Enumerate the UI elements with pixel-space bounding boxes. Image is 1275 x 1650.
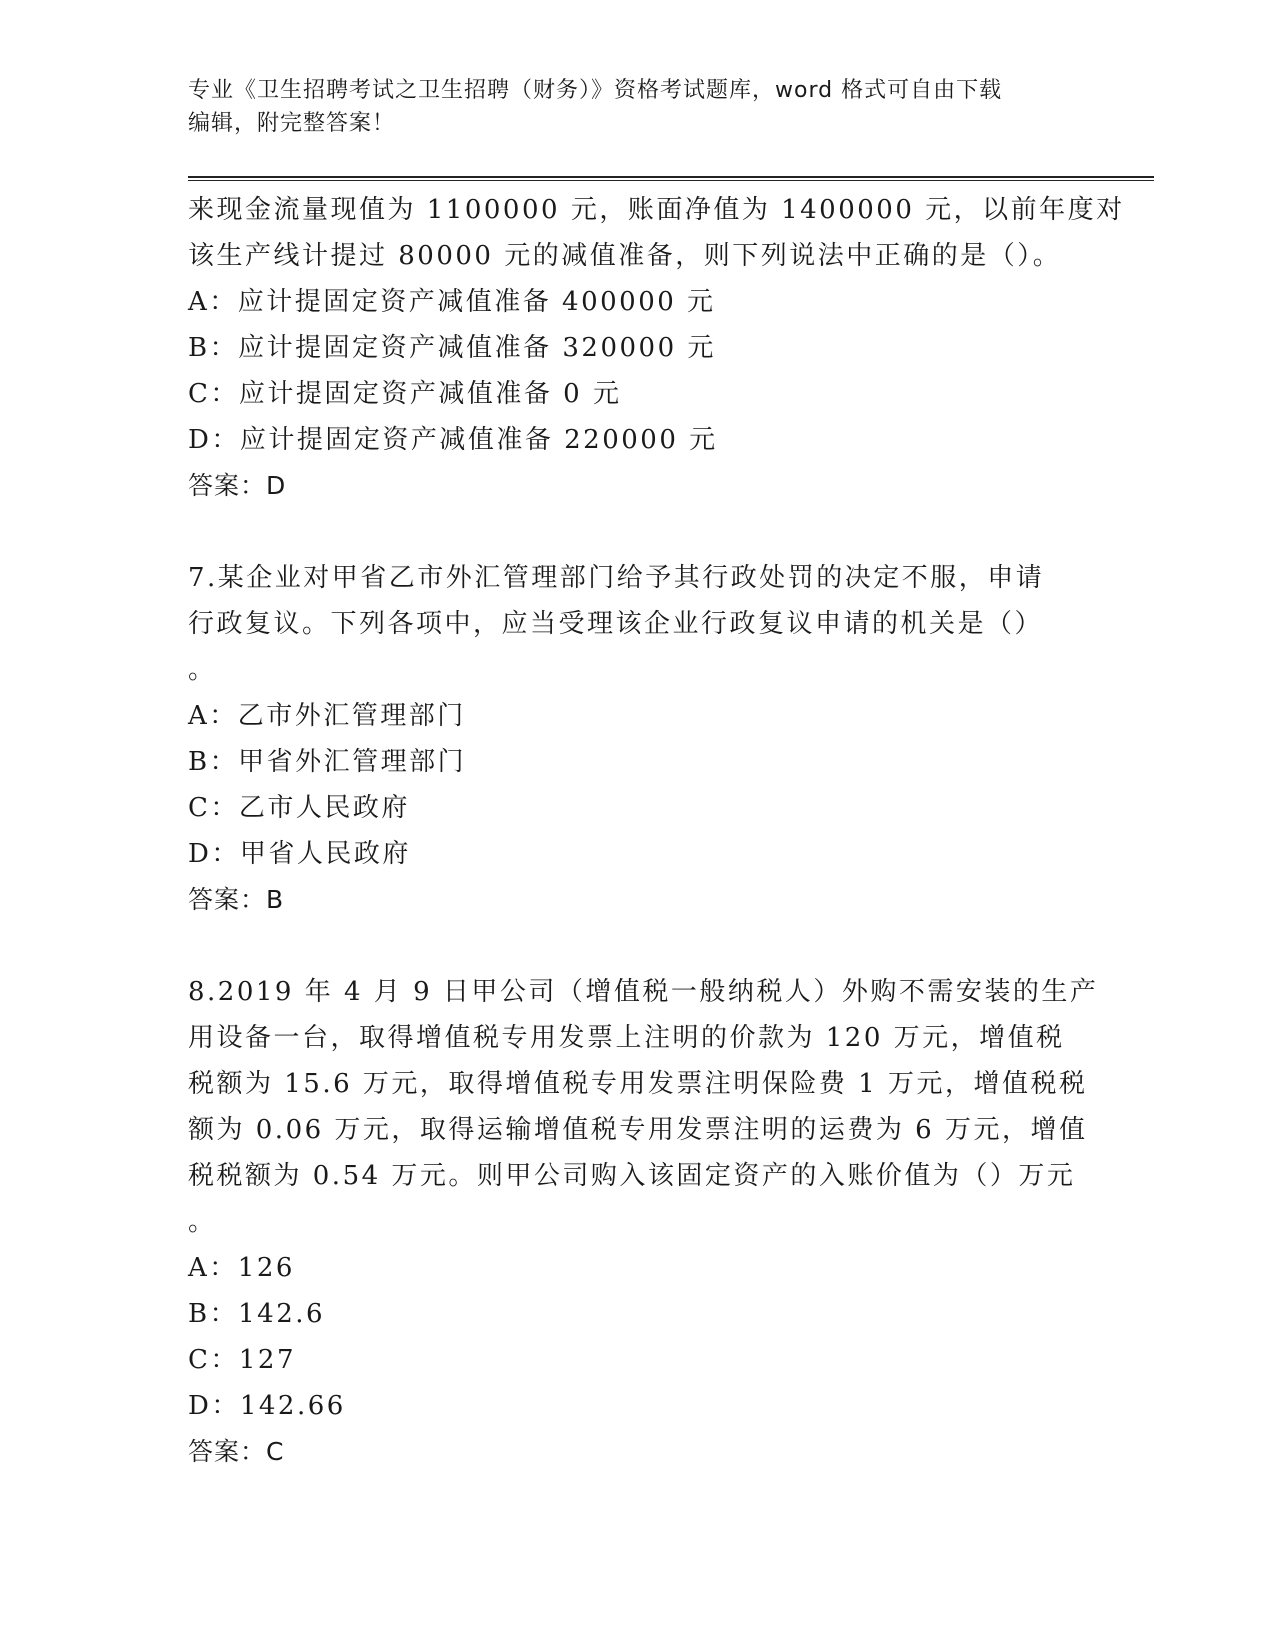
question-stem-line: 额为 0.06 万元，取得运输增值税专用发票注明的运费为 6 万元，增值 xyxy=(188,1115,1088,1145)
question-stem-line: 8.2019 年 4 月 9 日甲公司（增值税一般纳税人）外购不需安装的生产 xyxy=(188,977,1099,1007)
option-c: C：乙市人民政府 xyxy=(188,793,410,823)
option-b: B：甲省外汇管理部门 xyxy=(188,747,467,777)
option-a: A：126 xyxy=(188,1253,295,1283)
question-stem-line: 该生产线计提过 80000 元的减值准备，则下列说法中正确的是（）。 xyxy=(188,241,1062,271)
option-b: B：应计提固定资产减值准备 320000 元 xyxy=(188,333,716,363)
header-line-1: 专业《卫生招聘考试之卫生招聘（财务）》资格考试题库，word 格式可自由下载 xyxy=(188,78,1003,103)
question-stem-line: 用设备一台，取得增值税专用发票上注明的价款为 120 万元，增值税 xyxy=(188,1023,1065,1053)
question-stem-line: 7.某企业对甲省乙市外汇管理部门给予其行政处罚的决定不服，申请 xyxy=(188,563,1045,593)
option-b: B：142.6 xyxy=(188,1299,326,1329)
option-a: A：应计提固定资产减值准备 400000 元 xyxy=(188,287,716,317)
question-spacer xyxy=(188,923,1068,969)
option-d: D：应计提固定资产减值准备 220000 元 xyxy=(188,425,718,455)
option-d: D：甲省人民政府 xyxy=(188,839,411,869)
question-content xyxy=(188,187,1125,1475)
question-stem-line: 税税额为 0.54 万元。则甲公司购入该固定资产的入账价值为（）万元 xyxy=(188,1161,1076,1191)
question-stem-line: 。 xyxy=(188,655,217,685)
document-header xyxy=(188,74,1088,140)
question-6 xyxy=(188,187,1125,509)
option-c: C：应计提固定资产减值准备 0 元 xyxy=(188,379,622,409)
option-a: A：乙市外汇管理部门 xyxy=(188,701,466,731)
question-stem-line: 。 xyxy=(188,1207,217,1237)
question-stem-line: 税额为 15.6 万元，取得增值税专用发票注明保险费 1 万元，增值税税 xyxy=(188,1069,1088,1099)
option-d: D：142.66 xyxy=(188,1391,346,1421)
header-line-2: 编辑，附完整答案！ xyxy=(188,111,396,136)
answer-line: 答案：C xyxy=(188,1437,285,1466)
answer-line: 答案：D xyxy=(188,471,287,500)
question-stem-line: 行政复议。下列各项中，应当受理该企业行政复议申请的机关是（） xyxy=(188,609,1044,639)
question-8 xyxy=(188,969,1099,1475)
question-7 xyxy=(188,555,1068,923)
header-divider xyxy=(188,176,1154,181)
option-c: C：127 xyxy=(188,1345,297,1375)
question-spacer xyxy=(188,509,1068,555)
answer-line: 答案：B xyxy=(188,885,285,914)
question-stem-line: 来现金流量现值为 1100000 元，账面净值为 1400000 元，以前年度对 xyxy=(188,195,1125,225)
